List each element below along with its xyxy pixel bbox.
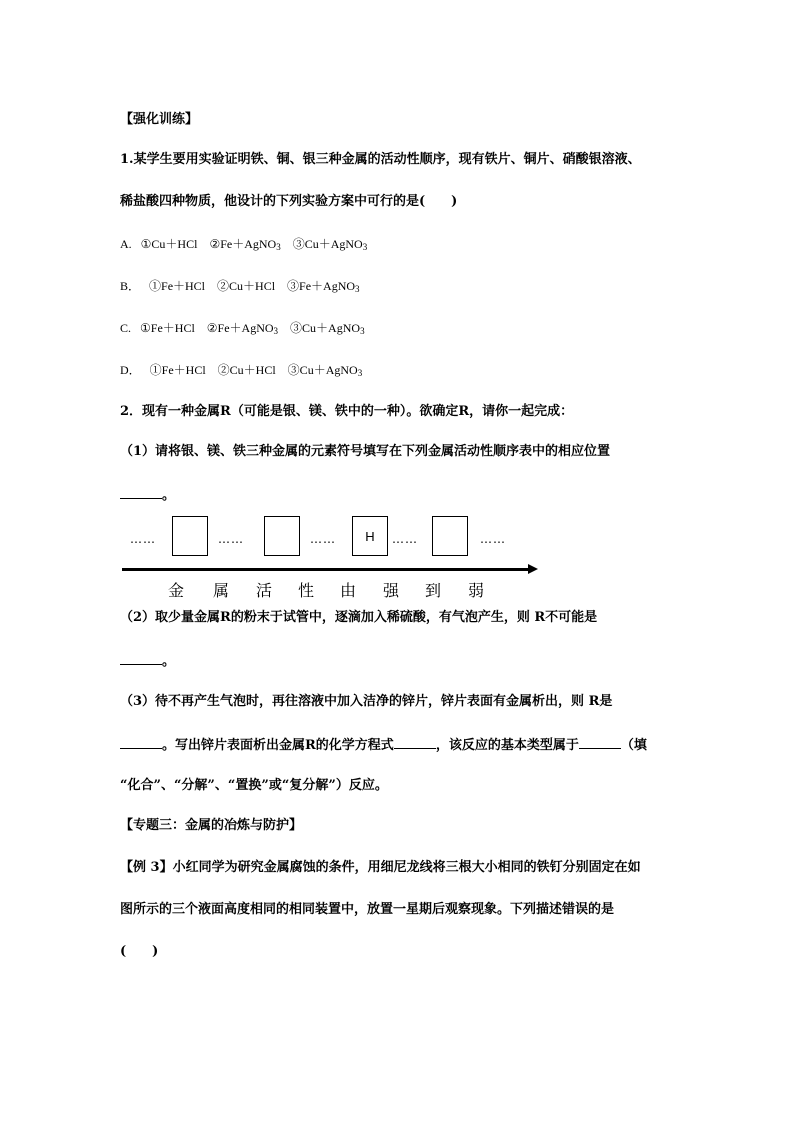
option-a xyxy=(120,236,367,255)
subscript: 3 xyxy=(357,368,363,378)
option-text-tail: ③Cu＋AgNO xyxy=(280,237,363,251)
example-3-line-3: ( ) xyxy=(120,944,159,959)
question-2-part-2: （2）取少量金属R的粉末于试管中，逐滴加入稀硫酸，有气泡产生，则 R不可能是 xyxy=(120,610,598,625)
subscript: 3 xyxy=(355,284,360,294)
question-2-part-1-answer xyxy=(120,486,175,504)
question-1-line-1: 1.某学生要用实验证明铁、铜、银三种金属的活动性顺序，现有铁片、铜片、硝酸银溶液、 xyxy=(120,152,641,167)
text: 。写出锌片表面析出金属R的化学方程式 xyxy=(162,738,394,753)
period: 。 xyxy=(162,654,176,669)
option-label: B． xyxy=(120,279,141,293)
arrow-label-char: 弱 xyxy=(468,581,485,600)
arrow-label-char: 由 xyxy=(340,581,357,600)
question-2-part-3-line-1: （3）待不再产生气泡时，再往溶液中加入洁净的锌片，锌片表面有金属析出，则 R是 xyxy=(120,694,613,709)
question-2-part-2-answer xyxy=(120,652,175,670)
blank-box-1[interactable] xyxy=(172,516,208,556)
text: ，该反应的基本类型属于 xyxy=(435,738,579,753)
question-1-line-2: 稀盐酸四种物质，他设计的下列实验方案中可行的是( ) xyxy=(120,194,458,209)
question-2-part-3-line-2 xyxy=(120,736,647,754)
question-2-part-1: （1）请将银、镁、铁三种金属的元素符号填写在下列金属活动性顺序表中的相应位置 xyxy=(120,444,611,459)
dots-4: …… xyxy=(392,532,418,546)
period: 。 xyxy=(162,488,176,503)
arrow-label-char: 性 xyxy=(298,581,315,600)
option-label: D． xyxy=(120,363,141,377)
answer-blank[interactable] xyxy=(120,736,162,749)
option-c xyxy=(120,320,365,339)
option-label: C. xyxy=(120,321,132,335)
arrow-label-char: 金 xyxy=(168,581,185,600)
arrow-head-icon xyxy=(528,564,538,574)
arrow-label-char: 属 xyxy=(213,581,230,600)
hydrogen-box: H xyxy=(352,516,388,556)
dots-5: …… xyxy=(480,532,506,546)
dots-1: …… xyxy=(130,532,156,546)
option-label: A. xyxy=(120,237,132,251)
option-text-tail: ③Cu＋AgNO xyxy=(278,321,361,335)
arrow-label-char: 到 xyxy=(425,581,442,600)
example-3-line-1: 【例 3】小红同学为研究金属腐蚀的条件，用细尼龙线将三根大小相同的铁钉分别固定在如 xyxy=(120,860,641,875)
answer-blank[interactable] xyxy=(120,652,162,665)
option-text: ①Fe＋HCl ②Cu＋HCl ③Fe＋AgNO xyxy=(149,279,356,293)
blank-box-2[interactable] xyxy=(264,516,300,556)
topic-3-title: 【专题三：金属的冶炼与防护】 xyxy=(120,818,303,833)
question-2-stem: 2．现有一种金属R（可能是银、镁、铁中的一种）。欲确定R，请你一起完成： xyxy=(120,404,574,419)
text: （填 xyxy=(620,738,647,753)
answer-blank[interactable] xyxy=(579,736,621,749)
option-text: ①Fe＋HCl ②Fe＋AgNO xyxy=(140,321,274,335)
arrow-label-char: 强 xyxy=(383,581,400,600)
arrow-line xyxy=(122,568,530,571)
option-d xyxy=(120,362,362,381)
example-3-line-2: 图所示的三个液面高度相同的相同装置中，放置一星期后观察现象。下列描述错误的是 xyxy=(120,902,615,917)
question-2-part-3-line-3: “化合”、“分解”、“置换”或“复分解”）反应。 xyxy=(120,778,388,793)
subscript: 3 xyxy=(362,242,368,252)
dots-2: …… xyxy=(218,532,244,546)
subscript: 3 xyxy=(276,242,281,252)
option-b xyxy=(120,278,360,297)
option-text: ①Cu＋HCl ②Fe＋AgNO xyxy=(140,237,277,251)
answer-blank[interactable] xyxy=(120,486,162,499)
dots-3: …… xyxy=(310,532,336,546)
arrow-label-char: 活 xyxy=(256,581,273,600)
answer-blank[interactable] xyxy=(394,736,436,749)
section-title: 【强化训练】 xyxy=(120,112,199,127)
option-text: ①Fe＋HCl ②Cu＋HCl ③Cu＋AgNO xyxy=(149,363,358,377)
blank-box-3[interactable] xyxy=(432,516,468,556)
subscript: 3 xyxy=(273,326,279,336)
subscript: 3 xyxy=(360,326,365,336)
